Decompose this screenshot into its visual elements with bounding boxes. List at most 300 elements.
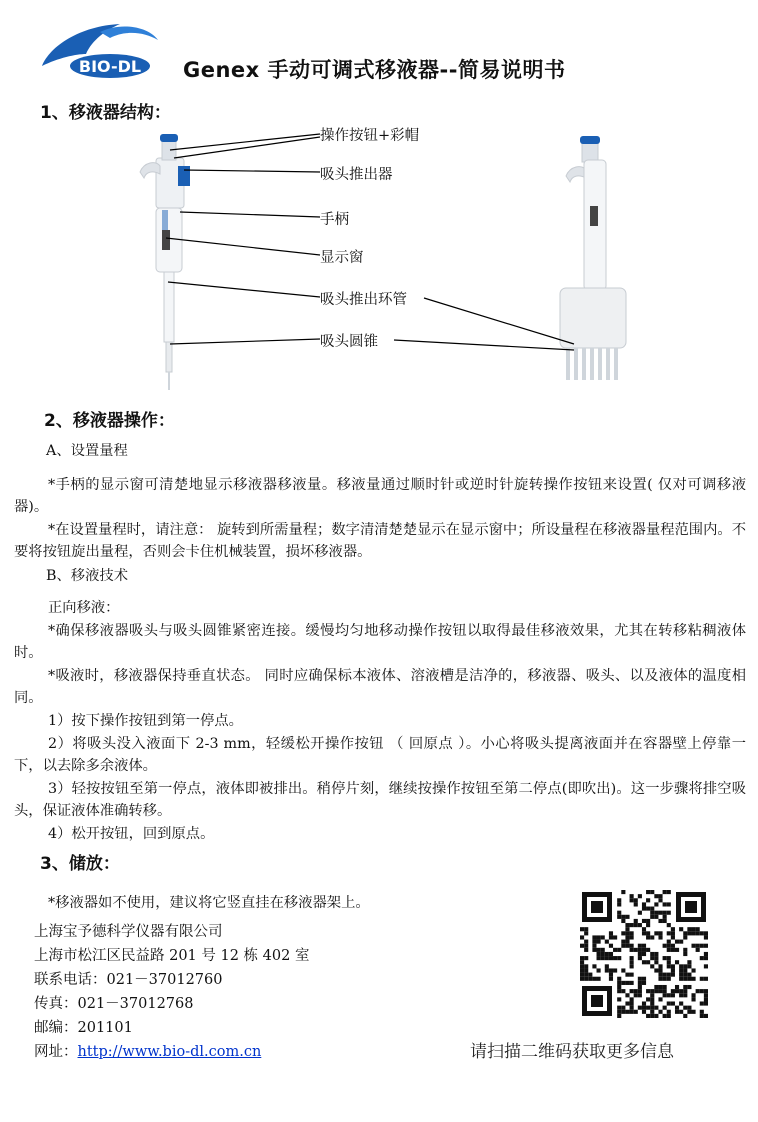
qr-module (646, 919, 650, 923)
qr-module (683, 989, 687, 993)
qr-module (638, 948, 642, 952)
qr-module (671, 989, 675, 993)
qr-module (679, 973, 683, 977)
qr-module (642, 944, 646, 948)
qr-module (634, 898, 638, 902)
qr-module (630, 964, 634, 968)
logo-text: BIO-DL (78, 57, 142, 76)
qr-module (658, 898, 662, 902)
qr-module (617, 1006, 621, 1010)
qr-module (630, 956, 634, 960)
qr-module (675, 940, 679, 944)
qr-module (658, 989, 662, 993)
qr-module (630, 931, 634, 935)
qr-module (638, 985, 642, 989)
qr-module (658, 1010, 662, 1014)
company-address: 上海市松江区民益路 201 号 12 栋 402 室 (34, 948, 310, 964)
qr-module (658, 985, 662, 989)
qr-module (663, 989, 667, 993)
qr-module (691, 977, 695, 981)
subheading-technique: B、移液技术 (46, 568, 128, 584)
qr-module (617, 911, 621, 915)
qr-module (592, 977, 596, 981)
qr-module (638, 923, 642, 927)
qr-module (654, 894, 658, 898)
qr-module (621, 931, 625, 935)
qr-module (650, 911, 654, 915)
qr-module (584, 973, 588, 977)
qr-module (671, 935, 675, 939)
qr-module (584, 948, 588, 952)
qr-module (687, 964, 691, 968)
qr-module (704, 989, 708, 993)
qr-module (687, 960, 691, 964)
forward-pipetting-label: 正向移液： (48, 600, 120, 616)
qr-module (704, 952, 708, 956)
qr-module (683, 977, 687, 981)
qr-module (654, 1014, 658, 1018)
qr-module (658, 968, 662, 972)
subheading-set-volume: A、设置量程 (46, 443, 128, 459)
qr-module (691, 993, 695, 997)
qr-module (638, 1006, 642, 1010)
qr-module (650, 989, 654, 993)
qr-module (601, 948, 605, 952)
qr-module (630, 935, 634, 939)
label-operation-button: 操作按钮+彩帽 (320, 128, 420, 144)
website-row (34, 1040, 261, 1061)
qr-module (650, 1006, 654, 1010)
qr-module (691, 927, 695, 931)
qr-module (658, 997, 662, 1001)
qr-module (634, 948, 638, 952)
qr-module (650, 915, 654, 919)
qr-module (642, 977, 646, 981)
qr-module (613, 956, 617, 960)
qr-module (654, 985, 658, 989)
qr-module (654, 915, 658, 919)
qr-module (580, 973, 584, 977)
website-label: 网址： (34, 1044, 78, 1060)
qr-module (621, 940, 625, 944)
qr-module (658, 894, 662, 898)
qr-module (679, 1001, 683, 1005)
website-link[interactable]: http://www.bio-dl.com.cn (77, 1044, 262, 1060)
qr-module (667, 923, 671, 927)
qr-module (658, 977, 662, 981)
qr-module (646, 997, 650, 1001)
qr-module (667, 944, 671, 948)
qr-module (667, 964, 671, 968)
qr-module (700, 956, 704, 960)
qr-module (605, 968, 609, 972)
qr-module (584, 944, 588, 948)
qr-module (675, 948, 679, 952)
qr-module (625, 931, 629, 935)
qr-module (646, 1006, 650, 1010)
qr-module (654, 960, 658, 964)
qr-module (642, 981, 646, 985)
qr-module (617, 981, 621, 985)
qr-module (646, 907, 650, 911)
qr-module (667, 960, 671, 964)
qr-module (609, 968, 613, 972)
qr-module (621, 1010, 625, 1014)
step-4: 4）松开按钮，回到原点。 (48, 826, 215, 842)
qr-module (625, 940, 629, 944)
qr-module (679, 940, 683, 944)
qr-module (625, 1001, 629, 1005)
qr-module (638, 944, 642, 948)
qr-module (704, 964, 708, 968)
qr-module (580, 960, 584, 964)
qr-module (663, 977, 667, 981)
qr-module (671, 944, 675, 948)
qr-module (621, 915, 625, 919)
qr-module (663, 944, 667, 948)
qr-module (597, 935, 601, 939)
qr-module (654, 911, 658, 915)
qr-module (679, 964, 683, 968)
contact-phone: 联系电话：021－37012760 (34, 972, 223, 988)
qr-module (634, 902, 638, 906)
qr-module (650, 964, 654, 968)
qr-module (592, 935, 596, 939)
qr-module (667, 940, 671, 944)
qr-module (580, 964, 584, 968)
qr-module (646, 935, 650, 939)
qr-module (584, 931, 588, 935)
section1-heading: 1、移液器结构： (40, 103, 171, 123)
label-tip-ejector: 吸头推出器 (320, 167, 393, 183)
qr-module (667, 911, 671, 915)
qr-module (679, 989, 683, 993)
qr-module (663, 902, 667, 906)
qr-module (605, 952, 609, 956)
qr-module (671, 948, 675, 952)
qr-module (671, 927, 675, 931)
qr-module (605, 956, 609, 960)
bio-dl-logo (40, 20, 172, 82)
qr-module (613, 935, 617, 939)
qr-module (704, 935, 708, 939)
single-channel-pipette-illustration (140, 134, 190, 390)
qr-module (609, 935, 613, 939)
qr-module (625, 944, 629, 948)
qr-module (663, 956, 667, 960)
qr-module (617, 948, 621, 952)
qr-module (700, 931, 704, 935)
qr-module (646, 890, 650, 894)
qr-module (667, 956, 671, 960)
qr-module (650, 890, 654, 894)
label-ejector-sleeve: 吸头推出环管 (320, 292, 407, 308)
qr-module (625, 981, 629, 985)
qr-module (650, 1010, 654, 1014)
qr-module (704, 993, 708, 997)
qr-module (700, 1010, 704, 1014)
qr-module (630, 898, 634, 902)
qr-module (634, 919, 638, 923)
qr-module (625, 993, 629, 997)
qr-module (667, 902, 671, 906)
qr-module (609, 956, 613, 960)
qr-module (588, 977, 592, 981)
qr-code-icon[interactable] (580, 890, 708, 1018)
qr-module (630, 1001, 634, 1005)
qr-module (638, 977, 642, 981)
qr-module (580, 927, 584, 931)
qr-module (601, 956, 605, 960)
qr-module (642, 902, 646, 906)
qr-module (654, 1006, 658, 1010)
qr-module (667, 977, 671, 981)
qr-module (617, 977, 621, 981)
qr-module (663, 919, 667, 923)
qr-module (687, 985, 691, 989)
qr-module (634, 923, 638, 927)
company-name: 上海宝予德科学仪器有限公司 (34, 924, 223, 940)
qr-module (700, 944, 704, 948)
qr-module (646, 960, 650, 964)
qr-module (630, 1006, 634, 1010)
qr-module (580, 944, 584, 948)
qr-module (683, 985, 687, 989)
qr-module (584, 927, 588, 931)
qr-module (638, 993, 642, 997)
qr-module (617, 997, 621, 1001)
qr-module (609, 944, 613, 948)
qr-module (650, 1014, 654, 1018)
qr-module (704, 977, 708, 981)
qr-module (704, 956, 708, 960)
contact-postcode: 邮编：201101 (34, 1020, 133, 1036)
qr-module (663, 915, 667, 919)
qr-module (642, 931, 646, 935)
section3-heading: 3、储放： (40, 854, 120, 874)
qr-module (650, 907, 654, 911)
storage-text: *移液器如不使用，建议将它竖直挂在移液器架上。 (48, 895, 370, 911)
qr-module (704, 997, 708, 1001)
qr-module (691, 968, 695, 972)
qr-module (584, 956, 588, 960)
qr-module (667, 890, 671, 894)
qr-module (704, 1014, 708, 1018)
qr-module (683, 993, 687, 997)
label-handle: 手柄 (320, 212, 349, 228)
qr-module (650, 997, 654, 1001)
qr-module (658, 964, 662, 968)
qr-module (691, 1010, 695, 1014)
qr-module (642, 948, 646, 952)
qr-module (654, 931, 658, 935)
qr-module (650, 993, 654, 997)
step-3: 3）轻按按钮至第一停点，液体即被排出。稍停片刻，继续按操作按钮至第二停点(即吹出)。这一步骤将排空吸头，保证液体准确转移。 (14, 781, 746, 819)
qr-module (683, 1014, 687, 1018)
qr-module (700, 1014, 704, 1018)
qr-module (687, 1010, 691, 1014)
qr-module (638, 989, 642, 993)
qr-module (592, 944, 596, 948)
qr-module (683, 948, 687, 952)
qr-module (617, 898, 621, 902)
qr-module (625, 935, 629, 939)
qr-module (671, 1001, 675, 1005)
document-title: Genex 手动可调式移液器--简易说明书 (183, 58, 566, 82)
qr-module (601, 952, 605, 956)
qr-module (584, 968, 588, 972)
qr-module (625, 973, 629, 977)
qr-module (679, 927, 683, 931)
qr-module (630, 894, 634, 898)
qr-module (597, 952, 601, 956)
qr-module (580, 935, 584, 939)
qr-module (671, 993, 675, 997)
qr-module (667, 948, 671, 952)
paragraph-set-volume-1: *手柄的显示窗可清楚地显示移液器移液量。移液量通过顺时针或逆时针旋转操作按钮来设置( 仅对可调移液器)。 (14, 477, 746, 515)
qr-module (630, 973, 634, 977)
qr-module (597, 940, 601, 944)
qr-module (671, 973, 675, 977)
qr-module (683, 968, 687, 972)
qr-module (675, 985, 679, 989)
qr-module (638, 952, 642, 956)
qr-module (625, 923, 629, 927)
qr-module (667, 1001, 671, 1005)
qr-module (663, 911, 667, 915)
qr-module (597, 948, 601, 952)
qr-module (650, 935, 654, 939)
qr-module (642, 907, 646, 911)
qr-module (617, 989, 621, 993)
qr-module (658, 973, 662, 977)
qr-module (696, 931, 700, 935)
qr-module (592, 964, 596, 968)
qr-module (630, 944, 634, 948)
paragraph-set-volume-2: *在设置量程时，请注意： 旋转到所需量程；数字清清楚楚显示在显示窗中；所设量程在移液器量程范围内。不要将按钮旋出量程，否则会卡住机械装置，损坏移液器。 (14, 522, 746, 560)
qr-module (634, 989, 638, 993)
qr-module (625, 927, 629, 931)
qr-module (654, 968, 658, 972)
qr-module (658, 919, 662, 923)
qr-module (663, 1014, 667, 1018)
qr-module (617, 902, 621, 906)
qr-module (658, 931, 662, 935)
qr-module (605, 940, 609, 944)
qr-module (638, 956, 642, 960)
qr-module (679, 993, 683, 997)
qr-module (679, 968, 683, 972)
qr-module (700, 977, 704, 981)
qr-module (700, 1001, 704, 1005)
qr-module (621, 968, 625, 972)
qr-module (617, 985, 621, 989)
qr-module (638, 911, 642, 915)
qr-module (613, 968, 617, 972)
qr-module (667, 931, 671, 935)
qr-module (650, 956, 654, 960)
qr-module (663, 993, 667, 997)
qr-module (679, 977, 683, 981)
qr-module (675, 1006, 679, 1010)
qr-module (630, 981, 634, 985)
qr-module (642, 960, 646, 964)
qr-module (687, 1006, 691, 1010)
qr-module (609, 952, 613, 956)
qr-module (650, 1001, 654, 1005)
qr-module (671, 964, 675, 968)
qr-module (621, 919, 625, 923)
qr-module (597, 968, 601, 972)
label-display-window: 显示窗 (320, 250, 364, 266)
qr-module (625, 915, 629, 919)
qr-module (650, 952, 654, 956)
qr-module (584, 940, 588, 944)
qr-module (642, 919, 646, 923)
qr-module (617, 915, 621, 919)
qr-module (691, 944, 695, 948)
qr-module (687, 977, 691, 981)
qr-module (642, 952, 646, 956)
qr-module (696, 944, 700, 948)
qr-module (675, 989, 679, 993)
qr-module (646, 898, 650, 902)
qr-module (609, 931, 613, 935)
qr-module (638, 981, 642, 985)
qr-module (696, 989, 700, 993)
qr-module (687, 927, 691, 931)
qr-module (654, 902, 658, 906)
qr-module (683, 973, 687, 977)
qr-module (675, 1010, 679, 1014)
qr-module (704, 1001, 708, 1005)
qr-module (580, 968, 584, 972)
qr-module (613, 948, 617, 952)
paragraph-technique-1: *确保移液器吸头与吸头圆锥紧密连接。缓慢均匀地移动操作按钮以取得最佳移液效果，尤其在转移粘稠液体时。 (14, 623, 746, 661)
qr-module (605, 964, 609, 968)
qr-module (617, 1010, 621, 1014)
qr-module (663, 973, 667, 977)
qr-module (646, 923, 650, 927)
qr-module (621, 1006, 625, 1010)
qr-module (617, 956, 621, 960)
qr-module (584, 964, 588, 968)
qr-module (625, 1010, 629, 1014)
qr-module (654, 952, 658, 956)
qr-module (634, 993, 638, 997)
qr-module (646, 989, 650, 993)
section2-heading: 2、移液器操作： (44, 411, 175, 431)
qr-module (630, 997, 634, 1001)
qr-module (683, 964, 687, 968)
qr-module (621, 890, 625, 894)
qr-module (621, 989, 625, 993)
qr-module (696, 927, 700, 931)
qr-module (683, 935, 687, 939)
qr-module (588, 973, 592, 977)
multichannel-pipette-illustration (560, 136, 626, 380)
qr-module (646, 931, 650, 935)
qr-module (630, 923, 634, 927)
qr-module (630, 960, 634, 964)
qr-module (597, 956, 601, 960)
paragraph-technique-2: *吸液时，移液器保持垂直状态。 同时应确保标本液体、溶液槽是洁净的，移液器、吸头、以及液体的温度相同。 (14, 668, 746, 706)
qr-caption: 请扫描二维码获取更多信息 (470, 1042, 674, 1062)
qr-module (642, 1006, 646, 1010)
qr-module (654, 956, 658, 960)
qr-module (691, 997, 695, 1001)
qr-module (667, 1010, 671, 1014)
